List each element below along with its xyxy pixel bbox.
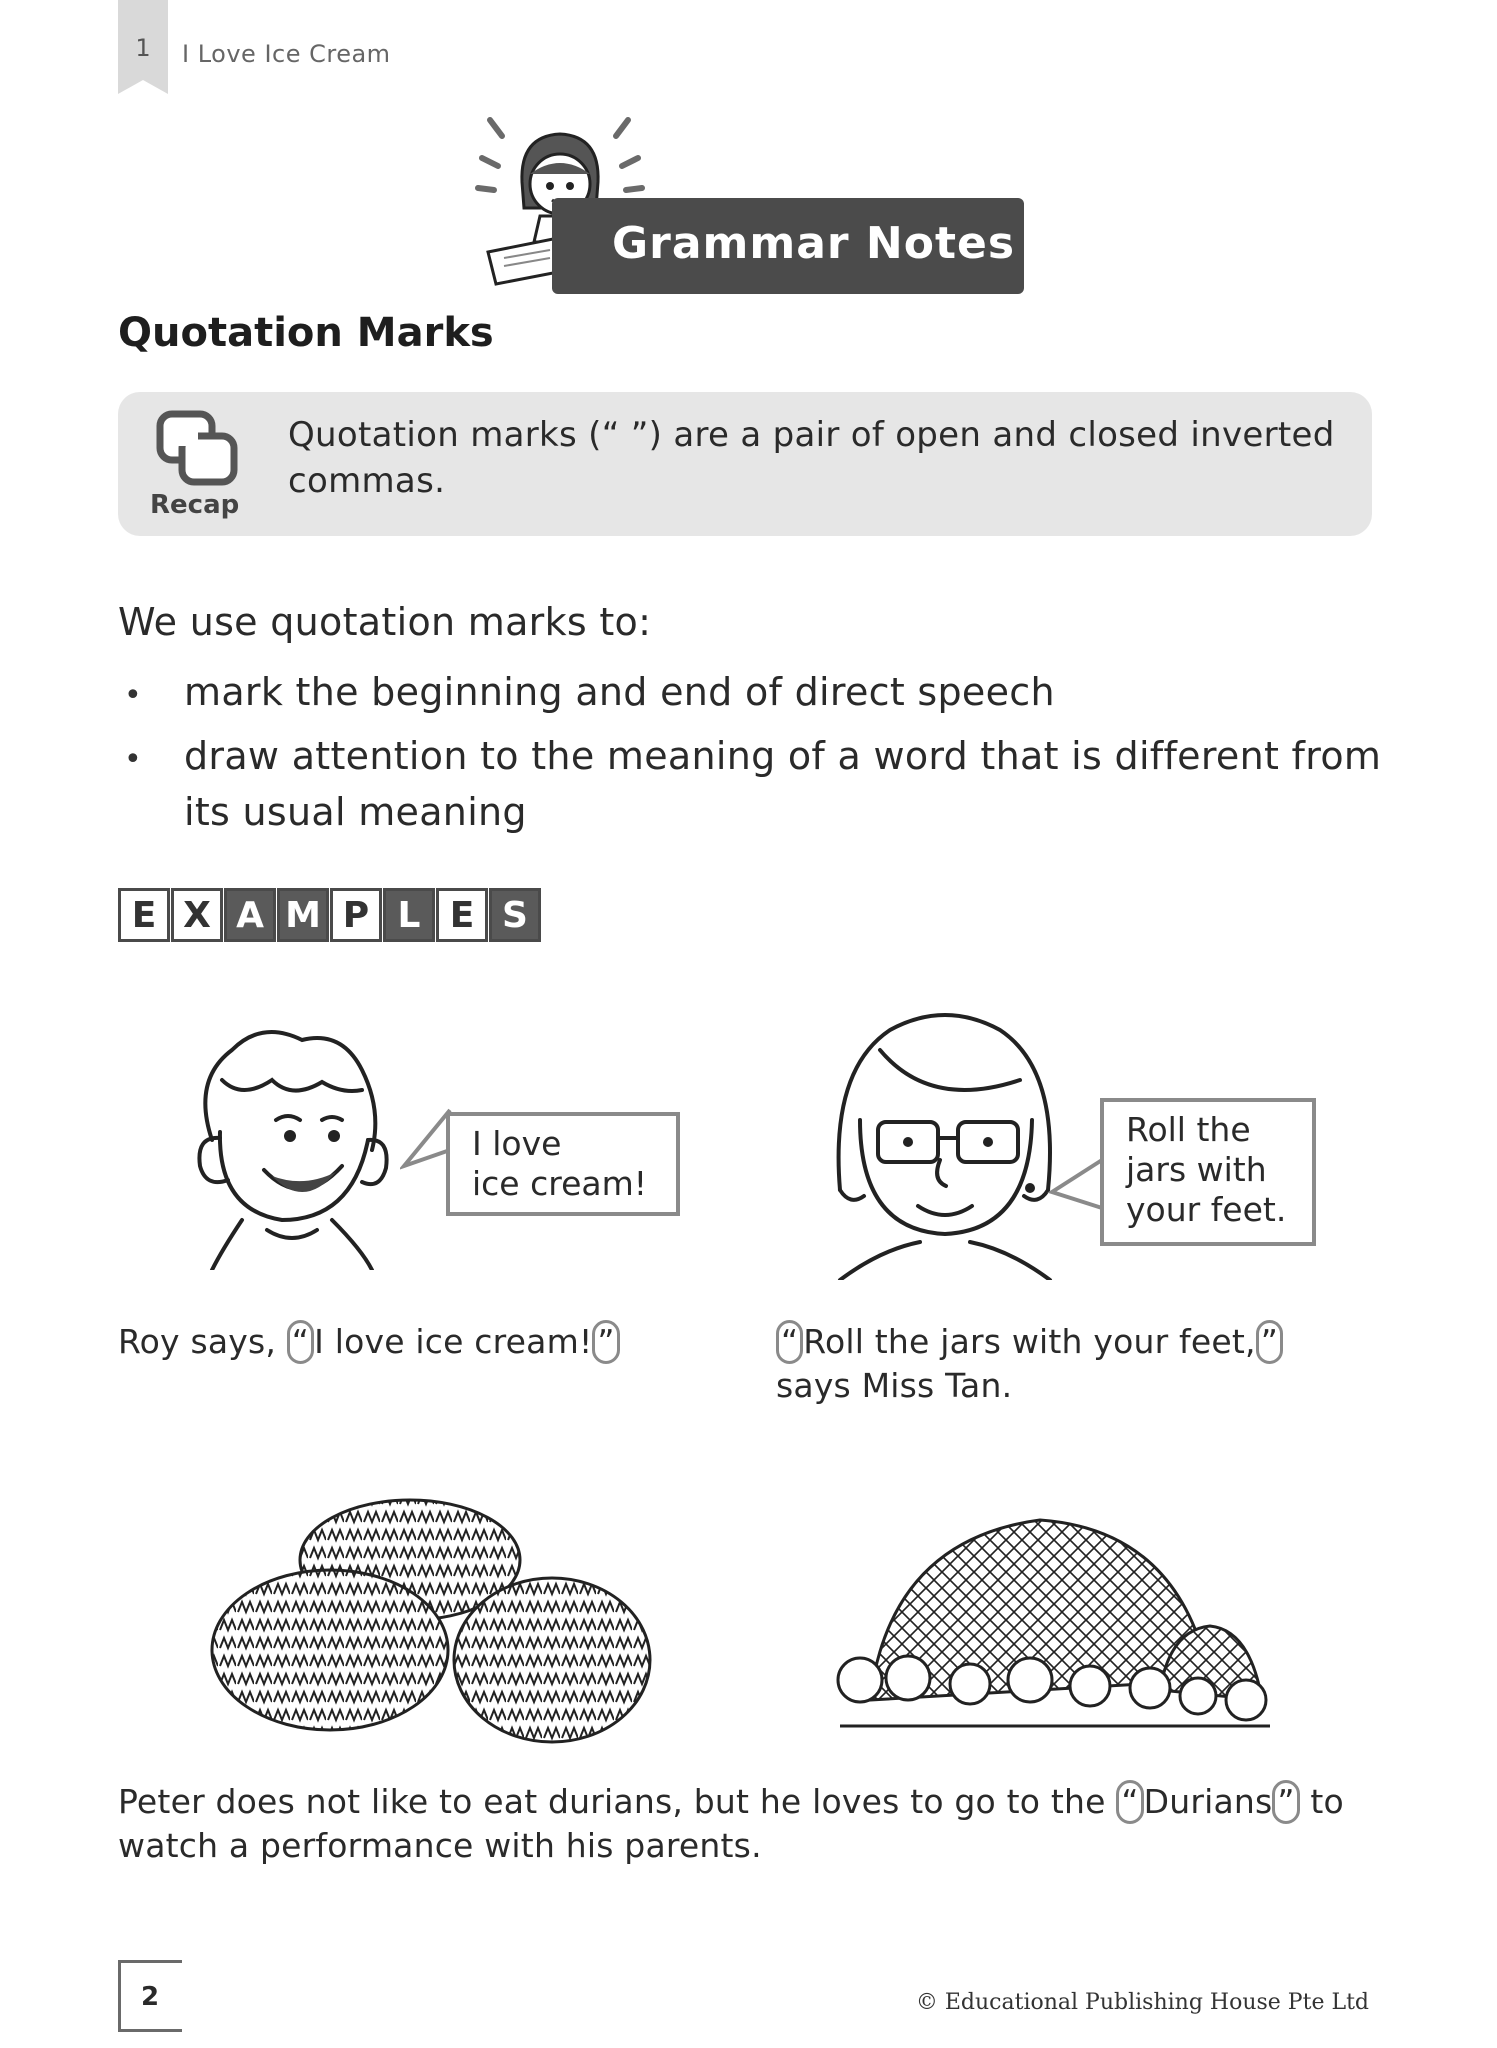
sentence-text: Durians <box>1143 1782 1273 1821</box>
close-quote-highlight: ” <box>592 1320 619 1364</box>
durians-illustration <box>200 1490 660 1750</box>
examples-letter: E <box>118 888 170 942</box>
page-number: 2 <box>140 1982 160 2012</box>
sentence-text: watch a performance with his parents. <box>118 1826 762 1865</box>
close-quote-highlight: ” <box>1256 1320 1283 1364</box>
examples-letter: P <box>330 888 382 942</box>
example-sentence-1 <box>118 1320 620 1364</box>
recap-label: Recap <box>150 490 240 520</box>
examples-letter: E <box>436 888 488 942</box>
boy-illustration <box>172 1020 412 1270</box>
examples-letter: X <box>171 888 223 942</box>
sentence-text: says Miss Tan. <box>776 1366 1013 1405</box>
examples-letter: M <box>277 888 329 942</box>
open-quote-highlight: “ <box>287 1320 314 1364</box>
banner-title: Grammar Notes <box>612 218 1016 269</box>
intro-text: We use quotation marks to: <box>118 600 652 644</box>
open-quote-highlight: “ <box>776 1320 803 1364</box>
sentence-text: I love ice cream! <box>314 1322 593 1361</box>
woman-speech-bubble <box>1100 1098 1316 1246</box>
examples-heading <box>118 888 542 946</box>
sentence-text: Peter does not like to eat durians, but he loves to go to the <box>118 1782 1117 1821</box>
chapter-number: 1 <box>135 34 151 62</box>
bullet-item-2: draw attention to the meaning of a word that is different from its usual meaning <box>184 734 1382 834</box>
woman-bubble-tail <box>1046 1150 1106 1230</box>
example-sentence-2 <box>776 1320 1283 1408</box>
sentence-text: Roy says, <box>118 1322 287 1361</box>
bullet-item-1: mark the beginning and end of direct speech <box>184 670 1055 714</box>
close-quote-highlight: ” <box>1272 1780 1299 1824</box>
woman-illustration <box>820 1010 1070 1280</box>
bubble-line: I love <box>472 1124 562 1163</box>
boy-speech-bubble <box>446 1112 680 1216</box>
bullet-marker: • <box>124 678 142 713</box>
sentence-text: Roll the jars with your feet, <box>803 1322 1256 1361</box>
recap-icon <box>152 404 244 490</box>
bubble-line: Roll the <box>1126 1110 1251 1149</box>
sentence-text: to <box>1299 1782 1344 1821</box>
esplanade-illustration <box>830 1500 1280 1740</box>
chapter-title: I Love Ice Cream <box>182 40 391 68</box>
bubble-line: jars with <box>1126 1150 1267 1189</box>
copyright-text: © Educational Publishing House Pte Ltd <box>915 1990 1369 2015</box>
open-quote-highlight: “ <box>1116 1780 1143 1824</box>
example-sentence-3 <box>118 1780 1344 1868</box>
examples-letter: S <box>489 888 541 942</box>
bubble-line: ice cream! <box>472 1164 647 1203</box>
section-title: Quotation Marks <box>118 310 494 356</box>
bubble-line: your feet. <box>1126 1190 1287 1229</box>
recap-text: Quotation marks (“ ”) are a pair of open and closed inverted commas. <box>288 415 1335 501</box>
bullet-marker: • <box>124 742 142 777</box>
examples-letter: A <box>224 888 276 942</box>
examples-letter: L <box>383 888 435 942</box>
